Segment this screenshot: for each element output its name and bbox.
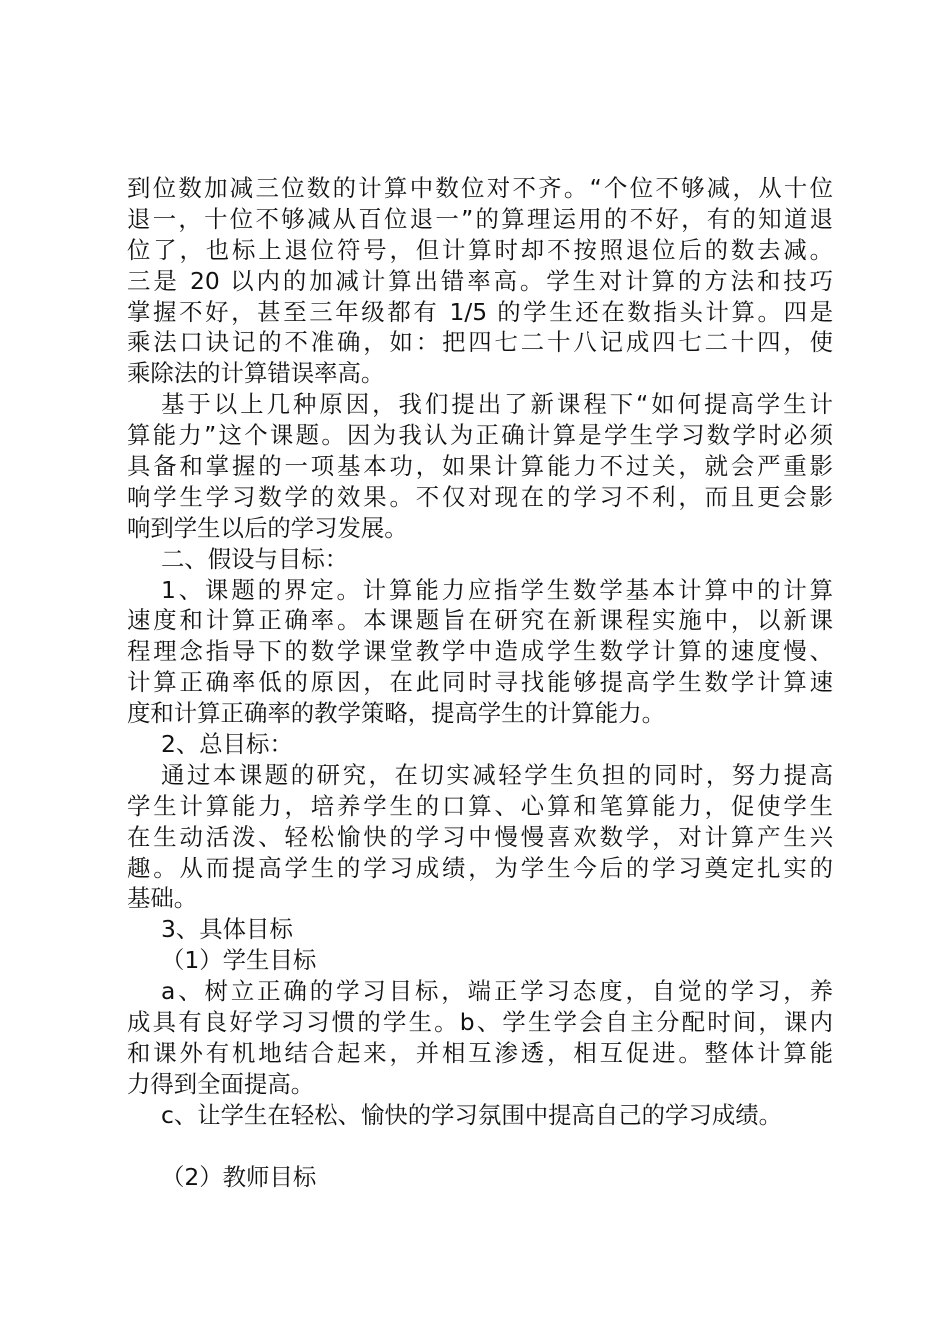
text-line: 退一，十位不够减从百位退一”的算理运用的不好，有的知道退 <box>127 204 833 233</box>
text-line: 响到学生以后的学习发展。 <box>127 513 408 542</box>
text-line: 和课外有机地结合起来，并相互渗透，相互促进。整体计算能 <box>127 1038 833 1067</box>
subsection-heading: 2、总目标： <box>161 730 293 759</box>
text-line: 乘法口诀记的不准确，如：把四七二十八记成四七二十四，使 <box>127 328 833 357</box>
text-line: 通过本课题的研究，在切实减轻学生负担的同时，努力提高 <box>161 760 833 789</box>
document-page <box>127 173 833 1192</box>
text-line: 学生计算能力，培养学生的口算、心算和笔算能力，促使学生 <box>127 791 833 820</box>
text-line: c、让学生在轻松、愉快的学习氛围中提高自己的学习成绩。 <box>161 1100 783 1129</box>
text-line: 具备和掌握的一项基本功，如果计算能力不过关，就会严重影 <box>127 452 833 481</box>
text-line: 位了，也标上退位符号，但计算时却不按照退位后的数去减。 <box>127 235 833 264</box>
text-line: 掌握不好，甚至三年级都有 1/5 的学生还在数指头计算。四是 <box>127 297 833 326</box>
text-line: 到位数加减三位数的计算中数位对不齐。“个位不够减，从十位 <box>127 174 833 202</box>
text-line: 三是 20 以内的加减计算出错率高。学生对计算的方法和技巧 <box>127 266 833 295</box>
text-line: a、树立正确的学习目标，端正学习态度，自觉的学习，养 <box>161 977 833 1006</box>
section-heading: 二、假设与目标： <box>161 544 349 573</box>
text-line: 在生动活泼、轻松愉快的学习中慢慢喜欢数学，对计算产生兴 <box>127 822 833 851</box>
subsection-heading: （1）学生目标 <box>161 946 317 975</box>
blank-line <box>127 1131 833 1162</box>
text-line: 算能力”这个课题。因为我认为正确计算是学生学习数学时必须 <box>127 421 833 450</box>
text-line: 响学生学习数学的效果。不仅对现在的学习不利，而且更会影 <box>127 482 833 511</box>
text-line: 速度和计算正确率。本课题旨在研究在新课程实施中，以新课 <box>127 606 833 635</box>
text-line: 计算正确率低的原因，在此同时寻找能够提高学生数学计算速 <box>127 668 833 697</box>
text-line: 度和计算正确率的教学策略，提高学生的计算能力。 <box>127 699 665 728</box>
text-line: 基于以上几种原因，我们提出了新课程下“如何提高学生计 <box>161 390 833 419</box>
text-line: 1、课题的界定。计算能力应指学生数学基本计算中的计算 <box>161 575 833 604</box>
text-line: 乘除法的计算错误率高。 <box>127 359 385 388</box>
text-line: 基础。 <box>127 884 198 913</box>
text-line: 力得到全面提高。 <box>127 1069 315 1098</box>
text-line: 程理念指导下的数学课堂教学中造成学生数学计算的速度慢、 <box>127 637 833 666</box>
subsection-heading: 3、具体目标 <box>161 915 293 944</box>
text-line: 成具有良好学习习惯的学生。b、学生学会自主分配时间，课内 <box>127 1008 833 1037</box>
subsection-heading: （2）教师目标 <box>161 1162 317 1191</box>
text-line: 趣。从而提高学生的学习成绩，为学生今后的学习奠定扎实的 <box>127 853 833 882</box>
